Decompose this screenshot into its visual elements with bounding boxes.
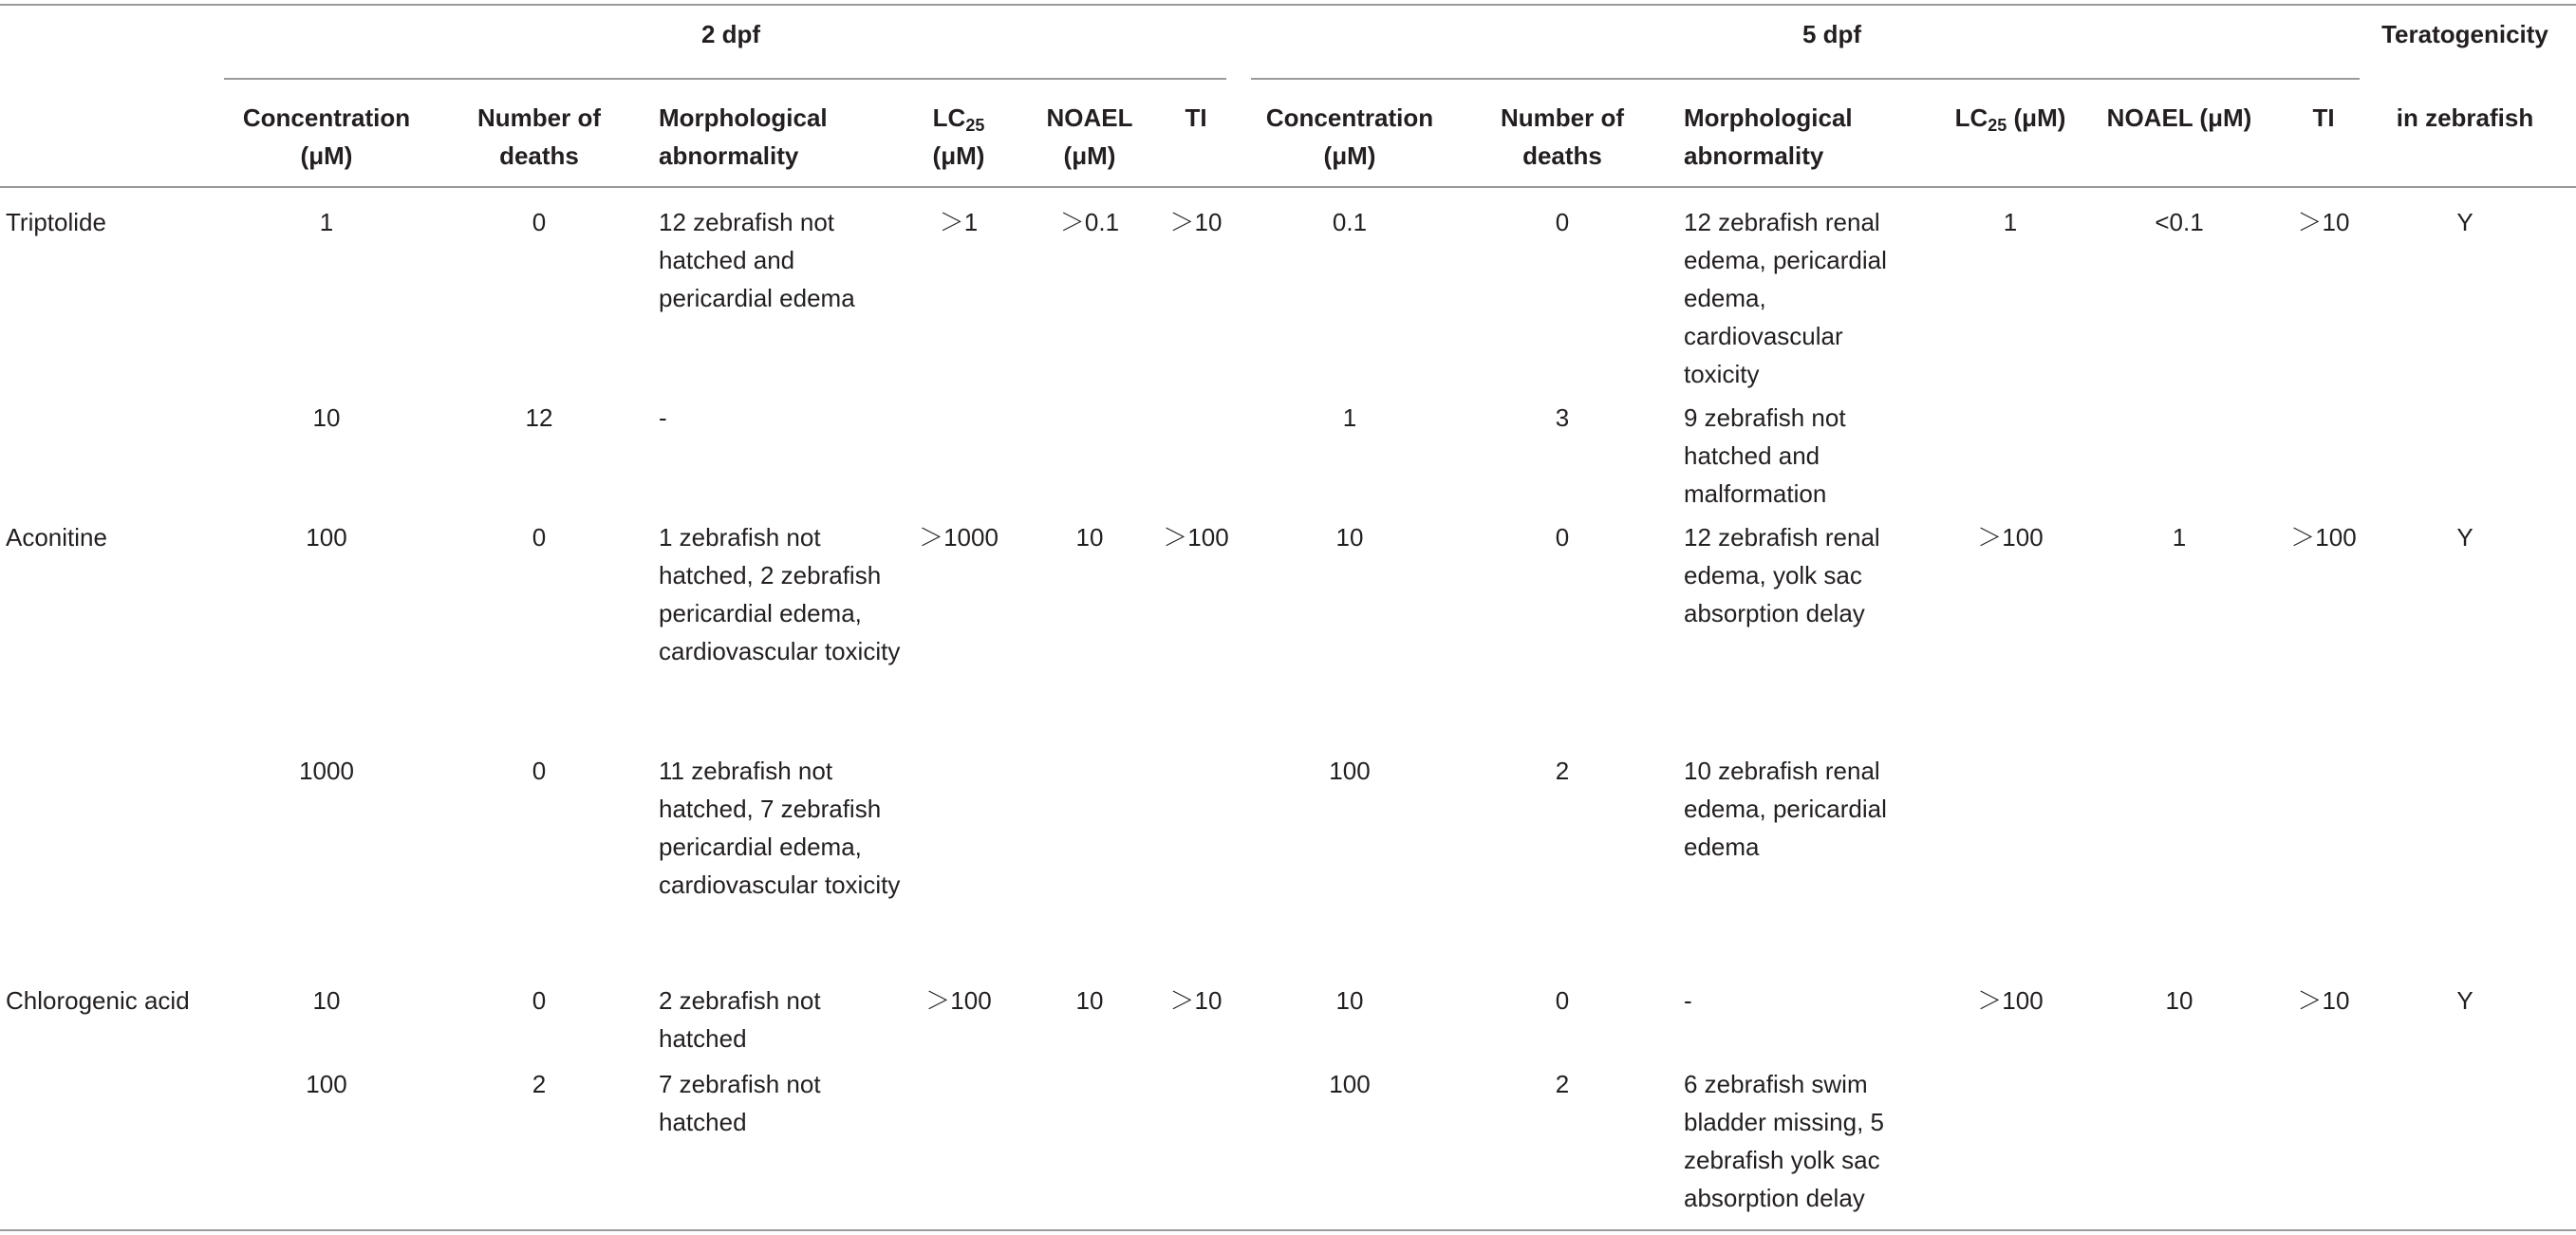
cell-lc25-2dpf: ＞1000 xyxy=(919,523,999,552)
col-lc25-5dpf: $LC_{25}$ (μM) xyxy=(1954,103,2066,135)
col-lc25-2dpf: $LC_{25}$ (μM) xyxy=(932,103,985,170)
col-morph-2dpf: Morphological abnormality xyxy=(659,103,828,170)
cell-deaths-5dpf: 0 xyxy=(1555,208,1570,236)
group-rule-5dpf xyxy=(1251,78,2360,80)
col-deaths-2dpf: Number of deaths xyxy=(477,103,601,170)
cell-morph-2dpf: 11 zebrafish not hatched, 7 zebrafish pericardial edema, cardiovascular toxicity xyxy=(659,757,901,899)
cell-deaths-2dpf: 0 xyxy=(532,523,547,552)
col-concentration-5dpf: Concentration (μM) xyxy=(1265,103,1434,170)
cell-morph-5dpf: 10 zebrafish renal edema, pericardial edema xyxy=(1684,757,1887,861)
cell-deaths-2dpf: 0 xyxy=(532,986,547,1015)
cell-conc-2dpf: 1 xyxy=(319,208,334,236)
cell-lc25-5dpf: 1 xyxy=(2003,208,2018,236)
compound-name: Aconitine xyxy=(6,523,107,552)
cell-teratogenicity: Y xyxy=(2456,208,2473,236)
cell-conc-5dpf: 10 xyxy=(1335,523,1364,552)
cell-morph-5dpf: 9 zebrafish not hatched and malformation xyxy=(1684,403,1846,508)
cell-morph-2dpf: 1 zebrafish not hatched, 2 zebrafish pericardial edema, cardiovascular toxicity xyxy=(659,523,901,665)
cell-conc-5dpf: 0.1 xyxy=(1332,208,1368,236)
col-deaths-5dpf: Number of deaths xyxy=(1501,103,1624,170)
cell-deaths-5dpf: 0 xyxy=(1555,986,1570,1015)
cell-deaths-5dpf: 2 xyxy=(1555,1070,1570,1098)
cell-ti-2dpf: ＞100 xyxy=(1163,523,1229,552)
compound-name: Triptolide xyxy=(6,208,106,236)
cell-conc-2dpf: 1000 xyxy=(299,757,354,785)
cell-ti-5dpf: ＞100 xyxy=(2290,523,2357,552)
cell-conc-2dpf: 10 xyxy=(312,403,341,432)
group-rule-2dpf xyxy=(224,78,1226,80)
cell-ti-5dpf: ＞10 xyxy=(2297,208,2350,236)
header-teratogenicity: Teratogenicity xyxy=(2381,20,2548,48)
cell-morph-5dpf: 12 zebrafish renal edema, yolk sac absorption delay xyxy=(1684,523,1880,627)
cell-ti-5dpf: ＞10 xyxy=(2297,986,2350,1015)
cell-morph-5dpf: - xyxy=(1684,986,1692,1015)
cell-conc-5dpf: 100 xyxy=(1329,1070,1371,1098)
cell-deaths-5dpf: 2 xyxy=(1555,757,1570,785)
cell-morph-2dpf: 12 zebrafish not hatched and pericardial edema xyxy=(659,208,855,312)
cell-deaths-2dpf: 12 xyxy=(525,403,553,432)
cell-teratogenicity: Y xyxy=(2456,986,2473,1015)
cell-lc25-5dpf: ＞100 xyxy=(1977,523,2044,552)
col-noael-2dpf: NOAEL (μM) xyxy=(1046,103,1133,170)
cell-ti-2dpf: ＞10 xyxy=(1169,986,1223,1015)
cell-morph-2dpf: - xyxy=(659,403,667,432)
cell-conc-5dpf: 1 xyxy=(1342,403,1357,432)
header-teratogenicity-line2: in zebrafish xyxy=(2396,103,2534,132)
cell-lc25-5dpf: ＞100 xyxy=(1977,986,2044,1015)
cell-conc-5dpf: 10 xyxy=(1335,986,1364,1015)
cell-teratogenicity: Y xyxy=(2456,523,2473,552)
top-rule xyxy=(0,4,2576,6)
cell-noael-2dpf: 10 xyxy=(1075,986,1104,1015)
cell-lc25-2dpf: ＞1 xyxy=(939,208,979,236)
cell-morph-2dpf: 7 zebrafish not hatched xyxy=(659,1070,821,1136)
cell-noael-2dpf: 10 xyxy=(1075,523,1104,552)
cell-noael-2dpf: ＞0.1 xyxy=(1059,208,1120,236)
cell-conc-5dpf: 100 xyxy=(1329,757,1371,785)
cell-conc-2dpf: 10 xyxy=(312,986,341,1015)
cell-conc-2dpf: 100 xyxy=(306,1070,347,1098)
compound-name: Chlorogenic acid xyxy=(6,986,190,1015)
header-rule xyxy=(0,186,2576,188)
col-ti-5dpf: TI xyxy=(2312,103,2335,132)
header-2dpf: 2 dpf xyxy=(700,20,761,48)
cell-morph-5dpf: 12 zebrafish renal edema, pericardial edema, cardiovascular toxicity xyxy=(1684,208,1887,388)
cell-deaths-2dpf: 0 xyxy=(532,208,547,236)
header-5dpf: 5 dpf xyxy=(1801,20,1862,48)
cell-lc25-2dpf: ＞100 xyxy=(925,986,992,1015)
cell-deaths-5dpf: 3 xyxy=(1555,403,1570,432)
cell-morph-5dpf: 6 zebrafish swim bladder missing, 5 zebrafish yolk sac absorption delay xyxy=(1684,1070,1884,1212)
cell-noael-5dpf: 1 xyxy=(2172,523,2187,552)
col-ti-2dpf: TI xyxy=(1185,103,1207,132)
cell-noael-5dpf: 10 xyxy=(2165,986,2193,1015)
col-concentration-2dpf: Concentration (μM) xyxy=(242,103,411,170)
cell-noael-5dpf: <0.1 xyxy=(2155,208,2204,236)
col-morph-5dpf: Morphological abnormality xyxy=(1684,103,1853,170)
bottom-rule xyxy=(0,1229,2576,1231)
cell-deaths-2dpf: 2 xyxy=(532,1070,547,1098)
col-noael-5dpf: NOAEL (μM) xyxy=(2106,103,2252,132)
cell-deaths-5dpf: 0 xyxy=(1555,523,1570,552)
cell-morph-2dpf: 2 zebrafish not hatched xyxy=(659,986,821,1053)
cell-deaths-2dpf: 0 xyxy=(532,757,547,785)
cell-ti-2dpf: ＞10 xyxy=(1169,208,1223,236)
cell-conc-2dpf: 100 xyxy=(306,523,347,552)
